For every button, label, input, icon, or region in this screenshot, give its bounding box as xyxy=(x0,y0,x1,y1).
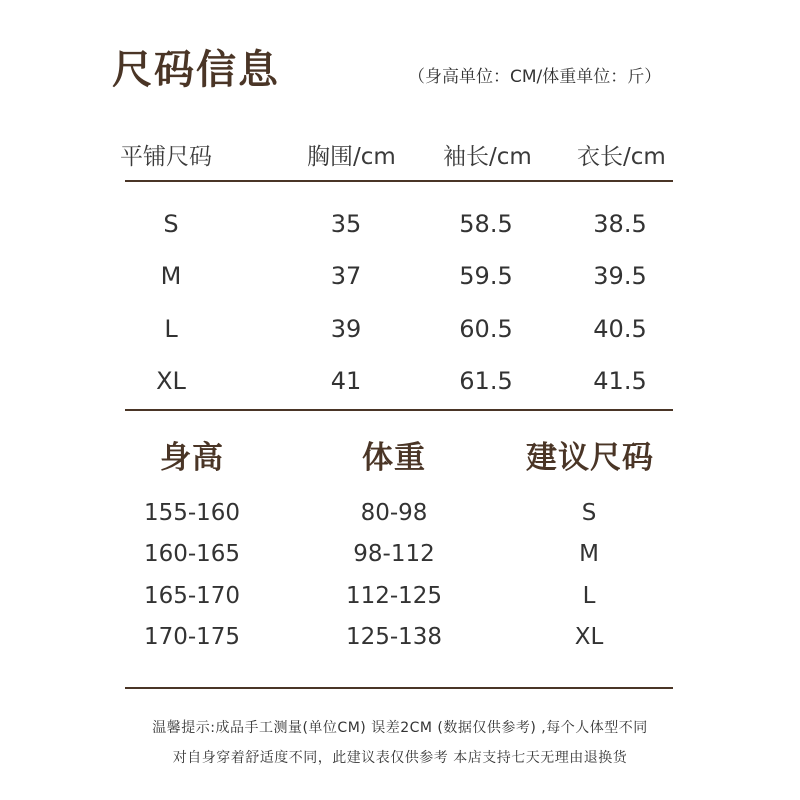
sleeve-cell: 60.5 xyxy=(459,315,513,343)
size-cell: S xyxy=(581,500,597,526)
size-cell: L xyxy=(582,583,596,609)
footer-note-line1: 温馨提示:成品手工测量(单位CM) 误差2CM (数据仅供参考) ,每个人体型不同 xyxy=(152,720,648,736)
sleeve-cell: 58.5 xyxy=(459,210,513,238)
recommend-header-weight: 体重 xyxy=(362,440,426,476)
sleeve-cell: 59.5 xyxy=(459,262,513,290)
size-table-header-chest: 胸围/cm xyxy=(307,144,396,170)
size-cell: XL xyxy=(156,367,186,395)
title: 尺码信息 xyxy=(112,47,280,93)
length-cell: 38.5 xyxy=(593,210,647,238)
recommend-header-size: 建议尺码 xyxy=(526,440,654,476)
footer-note-line2: 对自身穿着舒适度不同，此建议表仅供参考 本店支持七天无理由退换货 xyxy=(172,750,628,766)
weight-cell: 125-138 xyxy=(345,624,443,650)
size-cell: M xyxy=(160,262,182,290)
size-cell: XL xyxy=(574,624,604,650)
size-cell: S xyxy=(163,210,179,238)
weight-cell: 98-112 xyxy=(353,541,435,567)
length-cell: 41.5 xyxy=(593,367,647,395)
chest-cell: 41 xyxy=(330,367,362,395)
footer-divider xyxy=(125,687,673,689)
length-cell: 39.5 xyxy=(593,262,647,290)
size-cell: M xyxy=(579,541,599,567)
height-cell: 155-160 xyxy=(143,500,241,526)
size-table-header-length: 衣长/cm xyxy=(577,144,666,170)
sleeve-cell: 61.5 xyxy=(459,367,513,395)
height-cell: 160-165 xyxy=(143,541,241,567)
height-cell: 165-170 xyxy=(143,583,241,609)
recommend-header-height: 身高 xyxy=(160,440,224,476)
header-divider xyxy=(125,180,673,182)
weight-cell: 112-125 xyxy=(345,583,443,609)
size-table-header-sleeve: 袖长/cm xyxy=(443,144,532,170)
table-divider xyxy=(125,409,673,411)
chest-cell: 35 xyxy=(330,210,362,238)
unit-note: （身高单位：CM/体重单位：斤） xyxy=(408,67,662,87)
size-cell: L xyxy=(164,315,178,343)
chest-cell: 37 xyxy=(330,262,362,290)
chest-cell: 39 xyxy=(330,315,362,343)
size-table-header-size: 平铺尺码 xyxy=(120,144,212,170)
weight-cell: 80-98 xyxy=(360,500,428,526)
height-cell: 170-175 xyxy=(143,624,241,650)
length-cell: 40.5 xyxy=(593,315,647,343)
